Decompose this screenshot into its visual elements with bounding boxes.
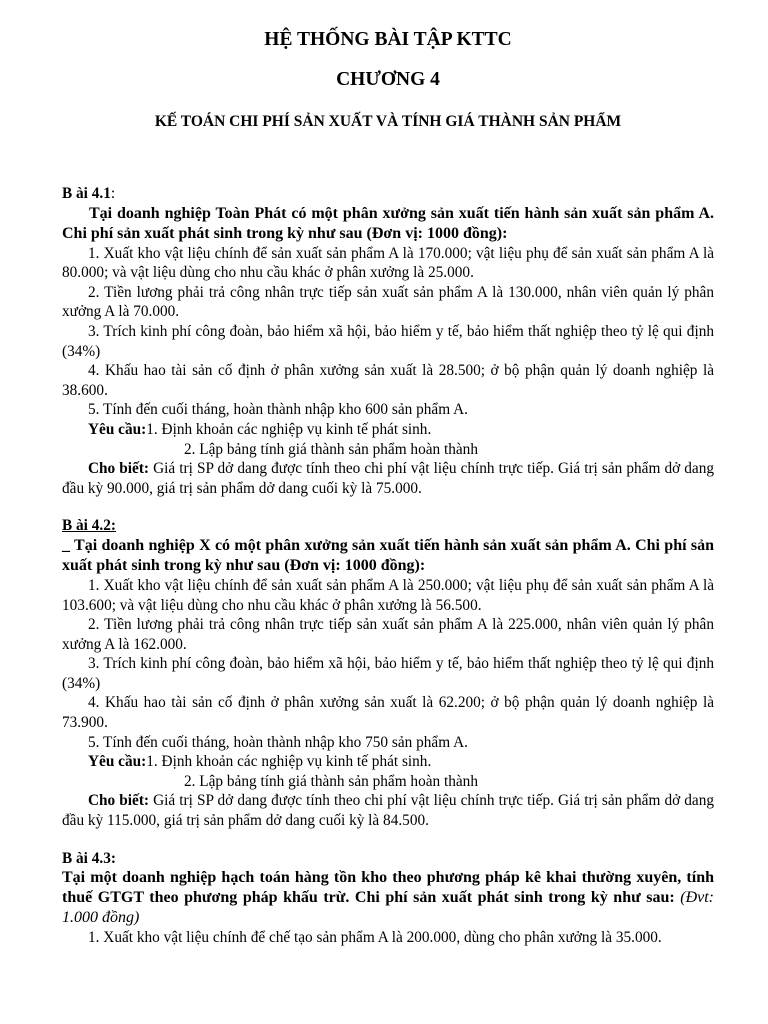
given-label: Cho biết: xyxy=(88,792,150,810)
exercise-item: 5. Tính đến cuối tháng, hoàn thành nhập kho 750 sản phẩm A. xyxy=(88,733,468,751)
given-note xyxy=(62,791,714,830)
exercise-item: 4. Khấu hao tài sản cố định ở phân xưởng sản xuất là 62.200; ở bộ phận quản lý doanh nghiệp là 73.900. xyxy=(62,694,714,732)
requirement-1: 1. Định khoản các nghiệp vụ kinh tế phát sinh. xyxy=(146,420,432,438)
exercise-intro: Tại doanh nghiệp Toàn Phát có một phân xưởng sản xuất tiến hành sản xuất sản phẩm A. Chi phí sản xuất phát sinh trong kỳ như sau (Đơn vị: 1000 đồng): xyxy=(62,204,714,242)
exercise-item: 3. Trích kinh phí công đoàn, bảo hiểm xã hội, bảo hiểm y tế, bảo hiểm thất nghiệp theo tỷ lệ qui định (34%) xyxy=(62,322,714,360)
exercise-title-colon: : xyxy=(110,185,116,202)
exercise-intro-text: Tại một doanh nghiệp hạch toán hàng tồn kho theo phương pháp kê khai thường xuyên, tính thuế GTGT theo phương pháp khấu trừ. Chi phí sản xuất phát sinh trong kỳ như sau: xyxy=(62,869,714,907)
exercise-intro: _ Tại doanh nghiệp X có một phân xưởng sản xuất tiến hành sản xuất sản phẩm A. Chi phí sản xuất phát sinh trong kỳ như sau (Đơn vị: 1000 đồng): xyxy=(62,536,714,574)
given-label: Cho biết: xyxy=(88,460,150,478)
exercise-item: 2. Tiền lương phải trả công nhân trực tiếp sản xuất sản phẩm A là 225.000, nhân viên quản lý phân xưởng A là 162.000. xyxy=(62,616,714,653)
exercise-unit: (Đvt: 1.000 đồng) xyxy=(62,889,714,927)
exercise-title-text: B ài 4.1 xyxy=(62,185,111,202)
chapter-subtitle: KẾ TOÁN CHI PHÍ SẢN XUẤT VÀ TÍNH GIÁ THÀNH SẢN PHẨM xyxy=(154,113,622,130)
requirement-line xyxy=(62,752,714,772)
chapter-heading: CHƯƠNG 4 xyxy=(336,69,440,90)
exercise-title xyxy=(62,184,714,204)
given-text: Giá trị SP dở dang được tính theo chi phí vật liệu chính trực tiếp. Giá trị sản phẩm dở dang đầu kỳ 115.000, giá trị sản phẩm dở dang cuối kỳ là 84.500. xyxy=(62,792,714,830)
exercise-title: B ài 4.3: xyxy=(62,849,116,867)
exercise-title: B ài 4.2: xyxy=(62,517,116,535)
exercise-item: 3. Trích kinh phí công đoàn, bảo hiểm xã hội, bảo hiểm y tế, bảo hiểm thất nghiệp theo tỷ lệ qui định (34%) xyxy=(62,655,714,692)
document-title: HỆ THỐNG BÀI TẬP KTTC xyxy=(264,29,512,50)
exercise-item: 1. Xuất kho vật liệu chính để sản xuất sản phẩm A là 170.000; vật liệu phụ để sản xuất sản phẩm A là 80.000; và vật liệu dùng cho nhu cầu khác ở phân xưởng là 25.000. xyxy=(62,244,714,282)
exercise-item: 5. Tính đến cuối tháng, hoàn thành nhập kho 600 sản phẩm A. xyxy=(88,401,468,419)
given-note xyxy=(62,459,714,498)
exercise-item: 2. Tiền lương phải trả công nhân trực tiếp sản xuất sản phẩm A là 130.000, nhân viên quản lý phân xưởng A là 70.000. xyxy=(62,283,714,321)
exercise-item: 1. Xuất kho vật liệu chính để chế tạo sản phẩm A là 200.000, dùng cho phân xưởng là 35.000. xyxy=(88,929,662,947)
exercise-item: 1. Xuất kho vật liệu chính để sản xuất sản phẩm A là 250.000; vật liệu phụ để sản xuất sản phẩm A là 103.600; và vật liệu dùng cho nhu cầu khác ở phân xưởng là 56.500. xyxy=(62,576,714,614)
exercise-intro xyxy=(62,868,714,928)
exercise-4-3 xyxy=(62,849,714,948)
requirement-label: Yêu cầu: xyxy=(88,753,147,771)
requirement-2: 2. Lập bảng tính giá thành sản phẩm hoàn thành xyxy=(184,772,478,790)
requirement-label: Yêu cầu: xyxy=(88,420,147,438)
exercise-4-2 xyxy=(62,516,714,830)
exercise-4-1 xyxy=(62,184,714,498)
given-text: Giá trị SP dở dang được tính theo chi phí vật liệu chính trực tiếp. Giá trị sản phẩm dở dang đầu kỳ 90.000, giá trị sản phẩm dở dang cuối kỳ là 75.000. xyxy=(62,460,714,497)
requirement-1: 1. Định khoản các nghiệp vụ kinh tế phát sinh. xyxy=(146,753,432,771)
requirement-2: 2. Lập bảng tính giá thành sản phẩm hoàn thành xyxy=(184,440,478,458)
exercise-item: 4. Khấu hao tài sản cố định ở phân xưởng sản xuất là 28.500; ở bộ phận quản lý doanh nghiệp là 38.600. xyxy=(62,362,714,399)
requirement-line xyxy=(62,420,714,440)
